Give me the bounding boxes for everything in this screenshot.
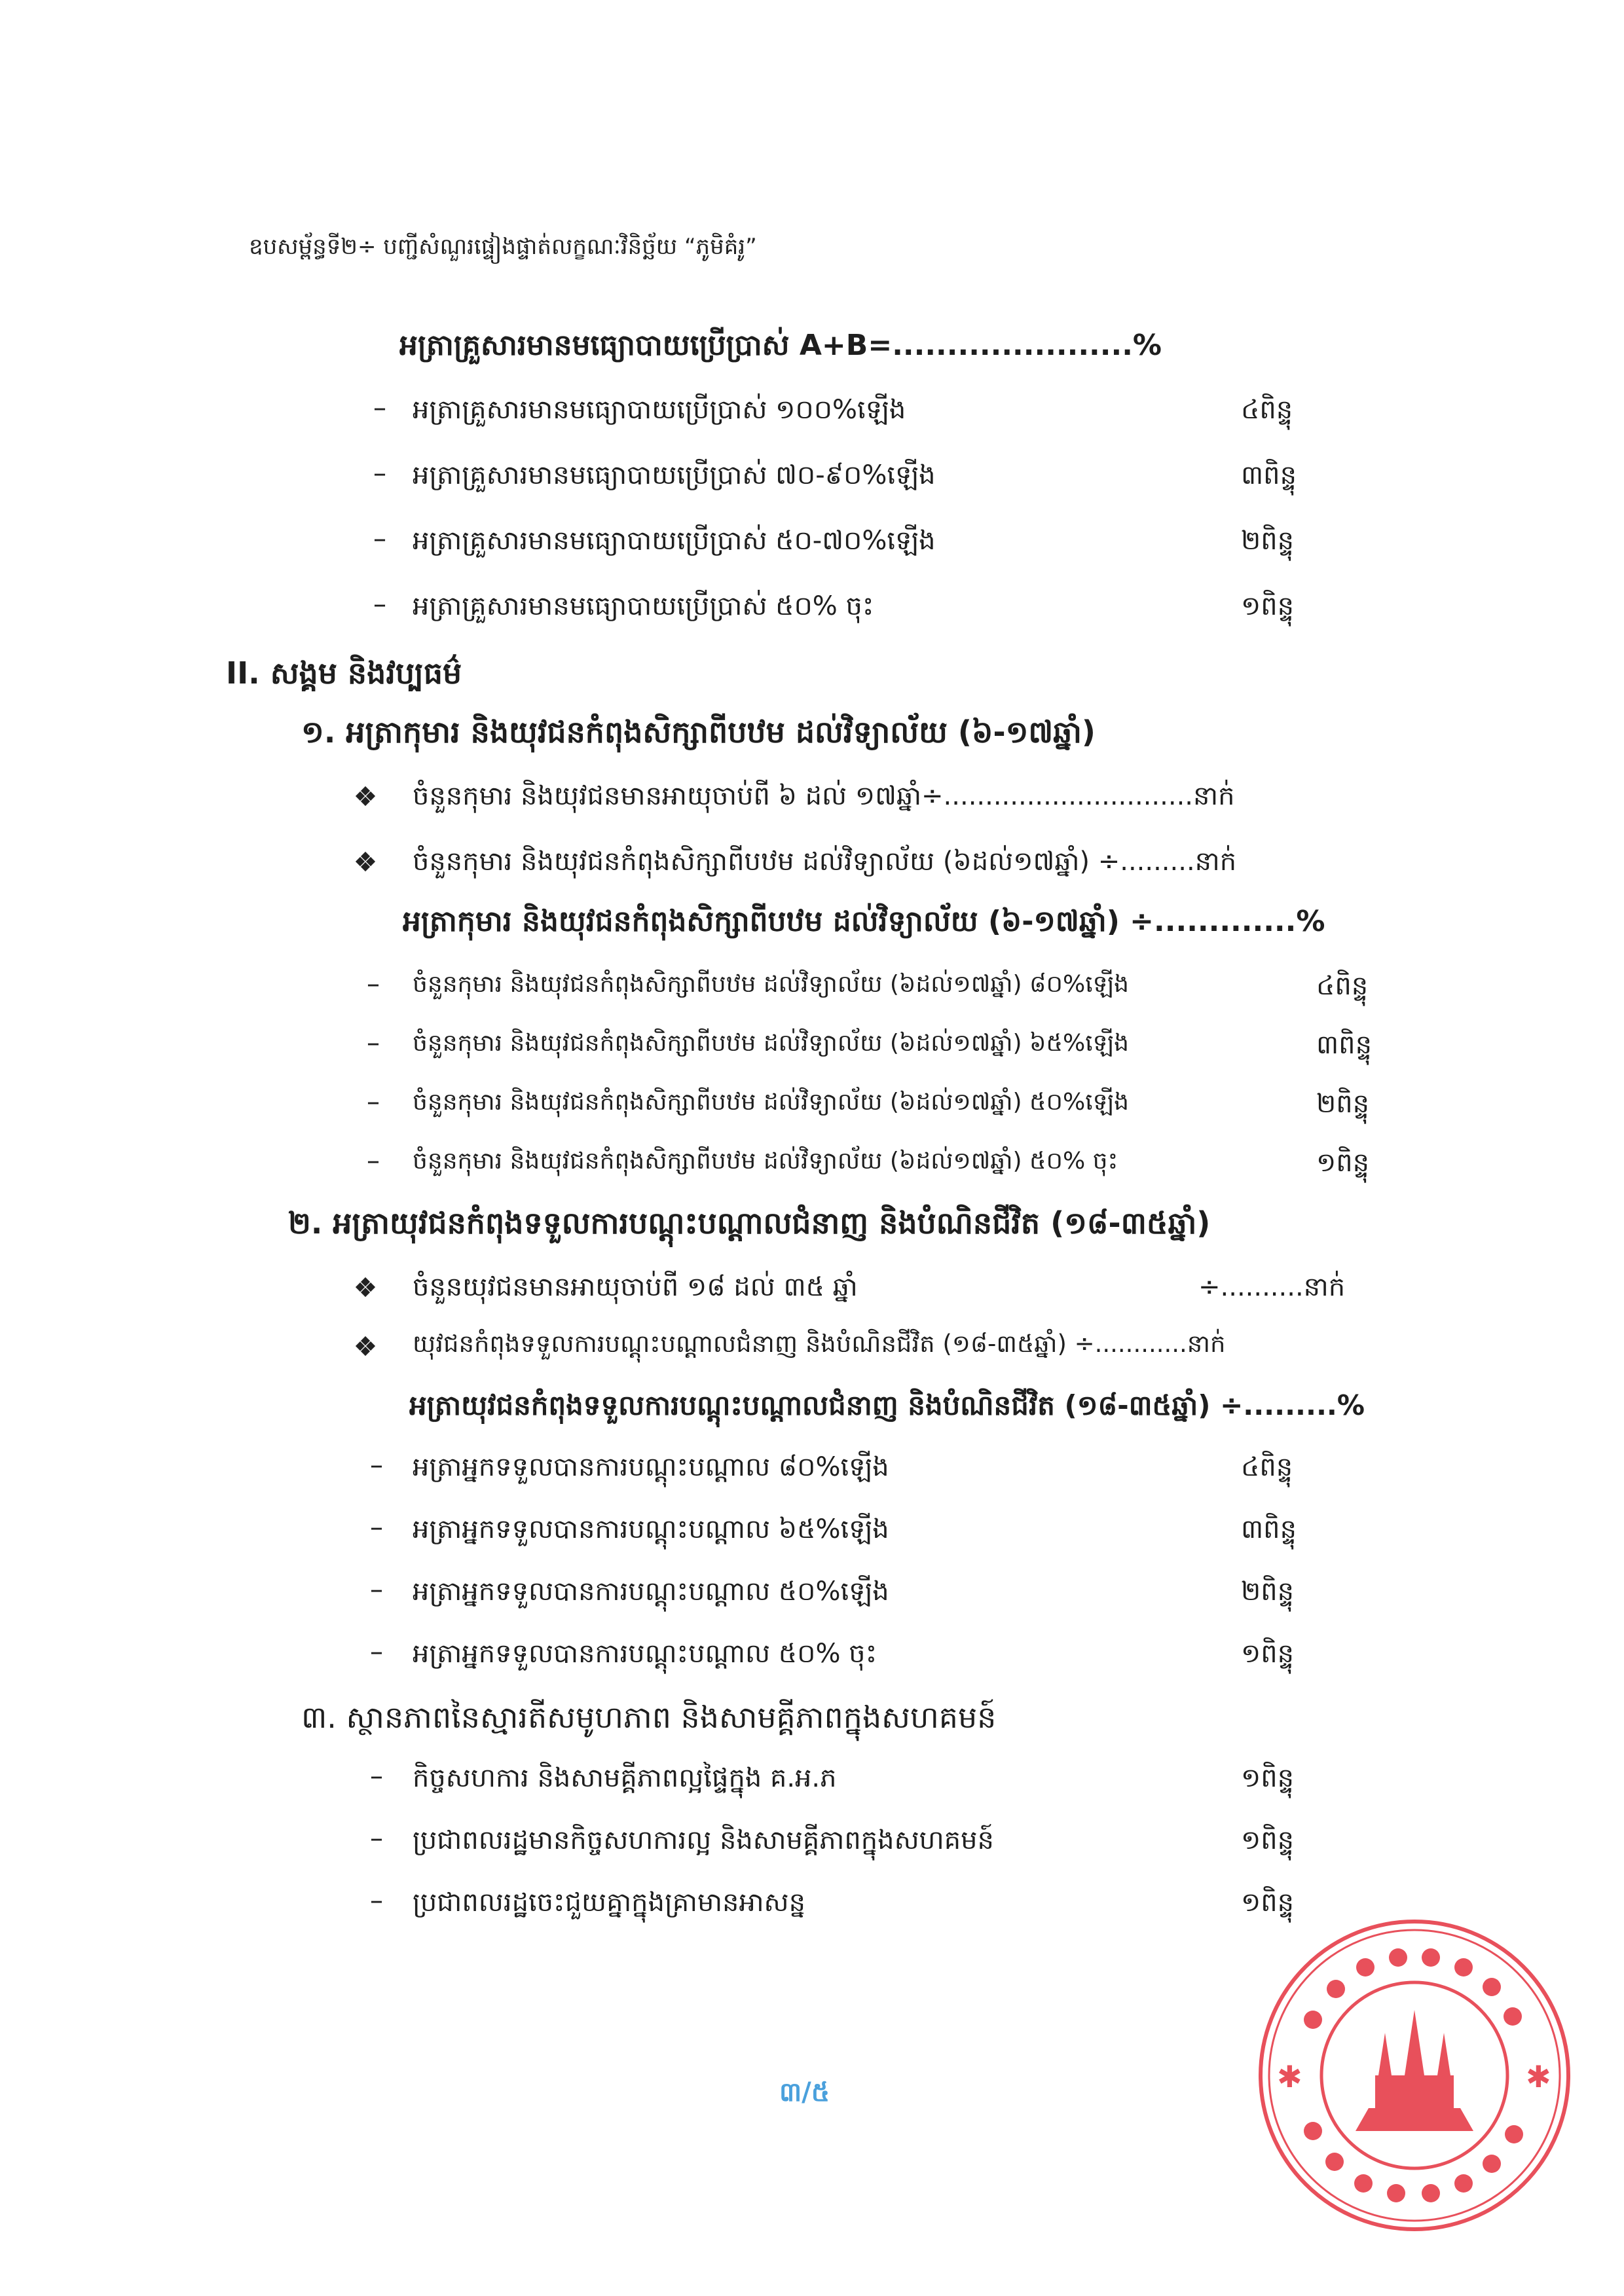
list-item-label: ប្រជាពលរដ្ឋមានកិច្ចសហការល្អ និងសាមគ្គីភាពក្នុងសហគមន៍ (413, 1825, 994, 1855)
list-item-label: កិច្ចសហការ និងសាមគ្គីភាពល្អផ្ទៃក្នុង គ.អ.ភ (413, 1763, 837, 1793)
list-item-label: ចំនួនកុមារ និងយុវជនកំពុងសិក្សាពីបឋម ដល់វិទ្យាល័យ (៦ដល់១៧ឆ្នាំ) ៥០%ឡើង (413, 1089, 1130, 1116)
part1-summary: អត្រាគ្រួសារមានមធ្យោបាយប្រើប្រាស់ A+B=......................% (399, 329, 1162, 362)
list-item-label: អត្រាគ្រួសារមានមធ្យោបាយប្រើប្រាស់ ១០០%ឡើង (413, 395, 906, 425)
subsection-title: ២. អត្រាយុវជនកំពុងទទួលការបណ្តុះបណ្តាលជំនាញ និងបំណិនជីវិត (១៨-៣៥ឆ្នាំ) (288, 1205, 1211, 1241)
list-item-score: ១ពិន្ទុ (1241, 1887, 1295, 1918)
list-item-label: អត្រាអ្នកទទួលបានការបណ្តុះបណ្តាល ៦៥%ឡើង (413, 1514, 889, 1544)
svg-text:✱: ✱ (1277, 2059, 1302, 2094)
bullet-item: យុវជនកំពុងទទួលការបណ្តុះបណ្តាលជំនាញ និងបំណិនជីវិត (១៨-៣៥ឆ្នាំ) ÷............នាក់ (413, 1330, 1226, 1358)
list-item-label: អត្រាអ្នកទទួលបានការបណ្តុះបណ្តាល ៥០%ឡើង (413, 1576, 889, 1607)
bullet-item: ចំនួនកុមារ និងយុវជនមានអាយុចាប់ពី ៦ ដល់ ១៧ឆ្នាំ÷..............................នាក់ (413, 781, 1235, 811)
section-title: II. សង្គម និងវប្បធម៌ (226, 655, 462, 691)
list-item-score: ១ពិន្ទុ (1241, 591, 1295, 621)
list-item-score: ១ពិន្ទុ (1241, 1639, 1295, 1669)
list-item-score: ៤ពិន្ទុ (1316, 971, 1369, 1001)
list-item-score: ៤ពិន្ទុ (1241, 1452, 1293, 1482)
list-item-label: អត្រាអ្នកទទួលបានការបណ្តុះបណ្តាល ៨០%ឡើង (413, 1452, 889, 1482)
list-item-score: ២ពិន្ទុ (1241, 526, 1295, 556)
list-item-score: ៣ពិន្ទុ (1241, 460, 1297, 490)
list-item-score: ១ពិន្ទុ (1241, 1825, 1295, 1855)
dash: – (373, 393, 386, 423)
list-item-score: ៣ពិន្ទុ (1316, 1030, 1372, 1060)
list-item-label: ចំនួនកុមារ និងយុវជនកំពុងសិក្សាពីបឋម ដល់វិទ្យាល័យ (៦ដល់១៧ឆ្នាំ) ៥០% ចុះ (413, 1148, 1118, 1175)
dash: – (373, 524, 386, 554)
diamond-bullet-icon (357, 1338, 374, 1355)
list-item-label: អត្រាអ្នកទទួលបានការបណ្តុះបណ្តាល ៥០% ចុះ (413, 1639, 877, 1669)
sub2-summary: អត្រាយុវជនកំពុងទទួលការបណ្តុះបណ្តាលជំនាញ និងបំណិនជីវិត (១៨-៣៥ឆ្នាំ) ÷.........% (409, 1389, 1365, 1421)
diamond-bullet-icon (357, 853, 374, 870)
dash: – (373, 458, 386, 488)
dash: – (370, 1761, 383, 1791)
list-item-label: អត្រាគ្រួសារមានមធ្យោបាយប្រើប្រាស់ ៥០% ចុះ (413, 591, 874, 621)
bullet-item: ចំនួនយុវជនមានអាយុចាប់ពី ១៨ ដល់ ៣៥ ឆ្នាំ (413, 1272, 858, 1302)
subsection-title: ១. អត្រាកុមារ និងយុវជនកំពុងសិក្សាពីបឋម ដល់វិទ្យាល័យ (៦-១៧ឆ្នាំ) (301, 714, 1096, 750)
dash: – (370, 1886, 383, 1916)
list-item-score: ១ពិន្ទុ (1241, 1763, 1295, 1793)
dash: – (370, 1450, 383, 1480)
list-item-label: ចំនួនកុមារ និងយុវជនកំពុងសិក្សាពីបឋម ដល់វិទ្យាល័យ (៦ដល់១៧ឆ្នាំ) ៨០%ឡើង (413, 971, 1130, 998)
bullet-item: ចំនួនកុមារ និងយុវជនកំពុងសិក្សាពីបឋម ដល់វិទ្យាល័យ (៦ដល់១៧ឆ្នាំ) ÷.........នាក់ (413, 847, 1237, 877)
dash: – (367, 1028, 380, 1058)
subsection-title: ៣. ស្ថានភាពនៃស្មារតីសមូហភាព និងសាមគ្គីភាពក្នុងសហគមន៍ (301, 1700, 997, 1735)
list-item-label: ប្រជាពលរដ្ឋចេះជួយគ្នាក្នុងគ្រាមានអាសន្ន (413, 1887, 805, 1918)
list-item-label: អត្រាគ្រួសារមានមធ្យោបាយប្រើប្រាស់ ៥០-៧០%ឡើង (413, 526, 936, 556)
sub1-summary: អត្រាកុមារ និងយុវជនកំពុងសិក្សាពីបឋម ដល់វិទ្យាល័យ (៦-១៧ឆ្នាំ) ÷.............% (403, 905, 1325, 938)
dash: – (370, 1575, 383, 1605)
dash: – (367, 1087, 380, 1117)
bullet-item-blank: ÷..........នាក់ (1198, 1272, 1346, 1302)
document-header: ឧបសម្ព័ន្ធទី២÷ បញ្ជីសំណួរផ្ទៀងផ្ទាត់លក្ខណៈវិនិច្ឆ័យ “ភូមិគំរូ” (249, 234, 757, 260)
dash: – (370, 1637, 383, 1667)
diamond-bullet-icon (357, 1279, 374, 1296)
list-item-score: ៤ពិន្ទុ (1241, 395, 1293, 425)
list-item-label: ចំនួនកុមារ និងយុវជនកំពុងសិក្សាពីបឋម ដល់វិទ្យាល័យ (៦ដល់១៧ឆ្នាំ) ៦៥%ឡើង (413, 1030, 1130, 1057)
dash: – (370, 1512, 383, 1542)
list-item-score: ២ពិន្ទុ (1316, 1089, 1370, 1119)
temple-seal-icon (1251, 1912, 1578, 2239)
list-item-label: អត្រាគ្រួសារមានមធ្យោបាយប្រើប្រាស់ ៧០-៩០%ឡើង (413, 460, 936, 490)
dash: – (373, 589, 386, 619)
dash: – (367, 1146, 380, 1176)
dash: – (370, 1823, 383, 1853)
list-item-score: ១ពិន្ទុ (1316, 1148, 1370, 1178)
list-item-score: ២ពិន្ទុ (1241, 1576, 1295, 1607)
svg-text:✱: ✱ (1526, 2059, 1551, 2094)
dash: – (367, 969, 380, 999)
diamond-bullet-icon (357, 788, 374, 805)
page-number: ៣/៥ (779, 2077, 830, 2107)
list-item-score: ៣ពិន្ទុ (1241, 1514, 1297, 1544)
